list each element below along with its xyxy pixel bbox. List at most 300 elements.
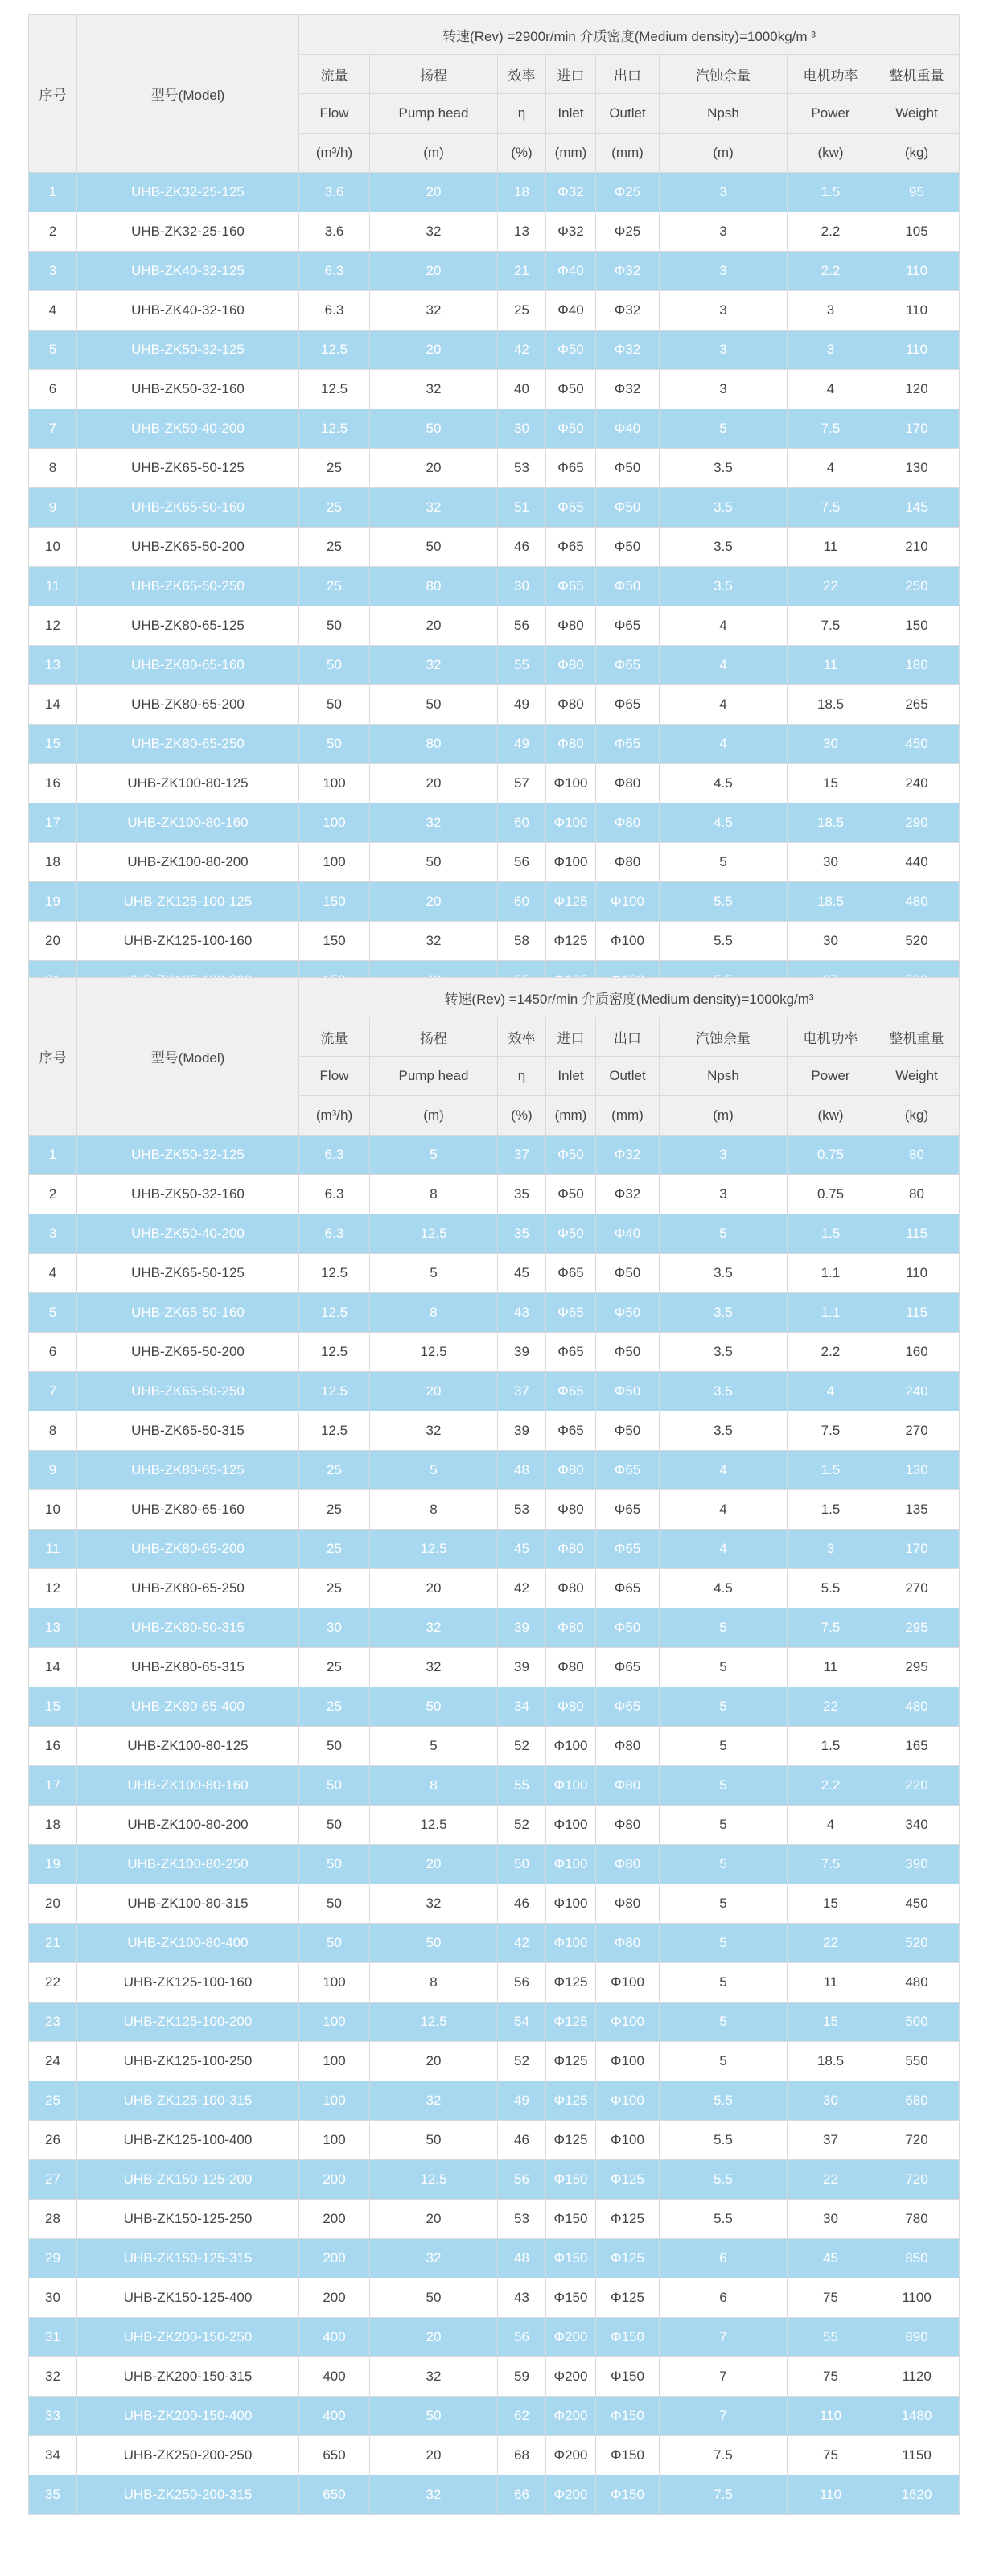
cell-weight: 210 (874, 528, 960, 567)
cell-efficiency: 40 (498, 370, 546, 409)
table-row (29, 1333, 960, 1372)
cell-weight: 1480 (874, 2397, 960, 2436)
cell-model: UHB-ZK80-65-315 (77, 1648, 299, 1687)
cell-npsh: 3.5 (660, 1411, 788, 1451)
cell-weight: 110 (874, 291, 960, 331)
cell-no: 3 (29, 1214, 77, 1254)
cell-outlet: Φ80 (596, 843, 660, 882)
cell-power: 0.75 (788, 1175, 874, 1214)
cell-no: 19 (29, 1845, 77, 1884)
cell-no: 23 (29, 2003, 77, 2042)
cell-model: UHB-ZK50-32-160 (77, 370, 299, 409)
cell-inlet: Φ150 (546, 2200, 596, 2239)
header-model: 型号(Model) (77, 15, 299, 173)
cell-inlet: Φ150 (546, 2160, 596, 2200)
header-cell-unit: (kg) (874, 1096, 960, 1136)
table-row (29, 1648, 960, 1687)
cell-head: 32 (370, 2357, 498, 2397)
cell-outlet: Φ150 (596, 2357, 660, 2397)
cell-npsh: 3.5 (660, 488, 788, 528)
cell-inlet: Φ200 (546, 2318, 596, 2357)
cell-model: UHB-ZK65-50-200 (77, 1333, 299, 1372)
cell-efficiency: 56 (498, 2160, 546, 2200)
cell-power: 1.1 (788, 1254, 874, 1293)
cell-flow: 100 (299, 2121, 370, 2160)
cell-model: UHB-ZK80-65-160 (77, 1490, 299, 1530)
cell-no: 17 (29, 803, 77, 843)
cell-outlet: Φ25 (596, 212, 660, 252)
cell-no: 15 (29, 1687, 77, 1727)
cell-power: 4 (788, 1806, 874, 1845)
header-cell-en: Inlet (546, 94, 596, 134)
cell-no: 10 (29, 1490, 77, 1530)
cell-flow: 100 (299, 843, 370, 882)
cell-npsh: 5 (660, 843, 788, 882)
cell-head: 12.5 (370, 1530, 498, 1569)
cell-weight: 480 (874, 882, 960, 922)
cell-weight: 890 (874, 2318, 960, 2357)
cell-power: 2.2 (788, 1333, 874, 1372)
table-row (29, 1727, 960, 1766)
header-cell-en: Weight (874, 1057, 960, 1096)
cell-inlet: Φ32 (546, 212, 596, 252)
cell-outlet: Φ32 (596, 252, 660, 291)
cell-flow: 25 (299, 449, 370, 488)
table-row (29, 1175, 960, 1214)
cell-efficiency: 39 (498, 1608, 546, 1648)
cell-flow: 12.5 (299, 1293, 370, 1333)
table-row (29, 252, 960, 291)
cell-power: 7.5 (788, 409, 874, 449)
cell-head: 32 (370, 2475, 498, 2515)
header-cell-cn: 电机功率 (788, 55, 874, 94)
cell-head: 20 (370, 2200, 498, 2239)
cell-head: 32 (370, 488, 498, 528)
cell-inlet: Φ80 (546, 725, 596, 764)
cell-no: 18 (29, 843, 77, 882)
cell-power: 11 (788, 1963, 874, 2003)
cell-npsh: 4 (660, 606, 788, 646)
cell-flow: 3.6 (299, 173, 370, 212)
pump-spec-table-1450rpm (28, 977, 959, 2515)
header-cell-cn: 流量 (299, 1017, 370, 1057)
cell-flow: 25 (299, 1490, 370, 1530)
cell-outlet: Φ100 (596, 2121, 660, 2160)
cell-power: 15 (788, 2003, 874, 2042)
cell-outlet: Φ50 (596, 1372, 660, 1411)
header-cell-en: Pump head (370, 1057, 498, 1096)
cell-power: 7.5 (788, 1608, 874, 1648)
table-row (29, 1806, 960, 1845)
cell-inlet: Φ40 (546, 252, 596, 291)
header-cell-cn: 电机功率 (788, 1017, 874, 1057)
pump-spec-table-2900rpm (28, 14, 959, 1000)
cell-head: 20 (370, 2042, 498, 2081)
cell-model: UHB-ZK80-65-125 (77, 606, 299, 646)
cell-no: 13 (29, 1608, 77, 1648)
table-body (29, 1136, 960, 2515)
cell-inlet: Φ50 (546, 409, 596, 449)
cell-head: 50 (370, 2278, 498, 2318)
cell-no: 8 (29, 1411, 77, 1451)
cell-flow: 25 (299, 528, 370, 567)
cell-power: 1.5 (788, 1727, 874, 1766)
cell-power: 55 (788, 2318, 874, 2357)
cell-inlet: Φ125 (546, 882, 596, 922)
cell-npsh: 3 (660, 1175, 788, 1214)
cell-power: 2.2 (788, 1766, 874, 1806)
cell-model: UHB-ZK150-125-400 (77, 2278, 299, 2318)
cell-head: 12.5 (370, 1214, 498, 1254)
cell-weight: 170 (874, 1530, 960, 1569)
cell-weight: 110 (874, 1254, 960, 1293)
cell-efficiency: 60 (498, 803, 546, 843)
cell-npsh: 5 (660, 1727, 788, 1766)
header-cell-cn: 进口 (546, 55, 596, 94)
cell-outlet: Φ32 (596, 291, 660, 331)
cell-efficiency: 30 (498, 567, 546, 606)
cell-inlet: Φ200 (546, 2357, 596, 2397)
cell-flow: 25 (299, 1569, 370, 1608)
table-row (29, 212, 960, 252)
cell-efficiency: 42 (498, 331, 546, 370)
cell-model: UHB-ZK100-80-315 (77, 1884, 299, 1924)
cell-inlet: Φ80 (546, 606, 596, 646)
cell-inlet: Φ65 (546, 449, 596, 488)
cell-model: UHB-ZK65-50-250 (77, 1372, 299, 1411)
cell-model: UHB-ZK65-50-160 (77, 1293, 299, 1333)
cell-efficiency: 49 (498, 725, 546, 764)
cell-weight: 110 (874, 252, 960, 291)
cell-model: UHB-ZK50-40-200 (77, 409, 299, 449)
header-cell-cn: 效率 (498, 1017, 546, 1057)
header-cell-unit: (%) (498, 134, 546, 173)
cell-efficiency: 56 (498, 843, 546, 882)
cell-power: 5.5 (788, 1569, 874, 1608)
cell-inlet: Φ80 (546, 1451, 596, 1490)
cell-flow: 100 (299, 2042, 370, 2081)
cell-npsh: 5.5 (660, 882, 788, 922)
cell-power: 75 (788, 2357, 874, 2397)
table-row (29, 1411, 960, 1451)
cell-outlet: Φ150 (596, 2318, 660, 2357)
cell-outlet: Φ65 (596, 1648, 660, 1687)
cell-efficiency: 53 (498, 2200, 546, 2239)
cell-npsh: 3 (660, 291, 788, 331)
table-row (29, 2278, 960, 2318)
cell-model: UHB-ZK150-125-250 (77, 2200, 299, 2239)
cell-flow: 6.3 (299, 291, 370, 331)
cell-weight: 115 (874, 1293, 960, 1333)
cell-no: 27 (29, 2160, 77, 2200)
table-row (29, 646, 960, 685)
table-row (29, 725, 960, 764)
cell-model: UHB-ZK80-65-400 (77, 1687, 299, 1727)
table-row (29, 1490, 960, 1530)
header-cell-unit: (m) (660, 1096, 788, 1136)
cell-power: 37 (788, 2121, 874, 2160)
table-row (29, 882, 960, 922)
cell-model: UHB-ZK100-80-125 (77, 764, 299, 803)
cell-power: 7.5 (788, 1411, 874, 1451)
cell-efficiency: 21 (498, 252, 546, 291)
cell-power: 1.5 (788, 1214, 874, 1254)
cell-flow: 25 (299, 567, 370, 606)
cell-outlet: Φ50 (596, 528, 660, 567)
cell-inlet: Φ200 (546, 2397, 596, 2436)
cell-efficiency: 52 (498, 1727, 546, 1766)
cell-outlet: Φ80 (596, 764, 660, 803)
table-row (29, 1451, 960, 1490)
table-row (29, 2160, 960, 2200)
cell-head: 8 (370, 1490, 498, 1530)
cell-flow: 200 (299, 2200, 370, 2239)
cell-inlet: Φ80 (546, 1490, 596, 1530)
cell-head: 5 (370, 1727, 498, 1766)
cell-npsh: 3 (660, 331, 788, 370)
header-cell-en: Power (788, 1057, 874, 1096)
cell-flow: 50 (299, 1806, 370, 1845)
cell-npsh: 3.5 (660, 1254, 788, 1293)
cell-head: 50 (370, 1687, 498, 1727)
header-cell-cn: 汽蚀余量 (660, 1017, 788, 1057)
header-cell-en: Outlet (596, 94, 660, 134)
cell-npsh: 5 (660, 2042, 788, 2081)
cell-npsh: 4.5 (660, 1569, 788, 1608)
cell-weight: 265 (874, 685, 960, 725)
cell-model: UHB-ZK125-100-400 (77, 2121, 299, 2160)
cell-power: 22 (788, 1687, 874, 1727)
cell-outlet: Φ80 (596, 1727, 660, 1766)
cell-outlet: Φ32 (596, 1136, 660, 1175)
cell-power: 22 (788, 2160, 874, 2200)
cell-no: 8 (29, 449, 77, 488)
cell-model: UHB-ZK125-100-160 (77, 922, 299, 961)
cell-no: 13 (29, 646, 77, 685)
cell-power: 1.5 (788, 173, 874, 212)
cell-weight: 520 (874, 922, 960, 961)
cell-no: 9 (29, 1451, 77, 1490)
cell-model: UHB-ZK100-80-160 (77, 803, 299, 843)
cell-model: UHB-ZK100-80-200 (77, 1806, 299, 1845)
cell-weight: 220 (874, 1766, 960, 1806)
cell-npsh: 4 (660, 1530, 788, 1569)
cell-inlet: Φ50 (546, 370, 596, 409)
cell-flow: 650 (299, 2475, 370, 2515)
cell-outlet: Φ100 (596, 2042, 660, 2081)
cell-npsh: 5.5 (660, 2200, 788, 2239)
cell-outlet: Φ100 (596, 882, 660, 922)
cell-no: 1 (29, 173, 77, 212)
cell-npsh: 7 (660, 2397, 788, 2436)
cell-npsh: 5 (660, 1884, 788, 1924)
cell-power: 1.1 (788, 1293, 874, 1333)
cell-power: 4 (788, 370, 874, 409)
cell-no: 17 (29, 1766, 77, 1806)
cell-npsh: 4 (660, 725, 788, 764)
cell-power: 18.5 (788, 685, 874, 725)
cell-inlet: Φ125 (546, 1963, 596, 2003)
cell-no: 7 (29, 409, 77, 449)
cell-no: 15 (29, 725, 77, 764)
header-cell-unit: (m) (370, 1096, 498, 1136)
cell-no: 1 (29, 1136, 77, 1175)
cell-efficiency: 52 (498, 1806, 546, 1845)
table-row (29, 2121, 960, 2160)
cell-outlet: Φ80 (596, 1845, 660, 1884)
table-row (29, 528, 960, 567)
cell-outlet: Φ80 (596, 1766, 660, 1806)
cell-outlet: Φ50 (596, 449, 660, 488)
cell-outlet: Φ150 (596, 2397, 660, 2436)
cell-weight: 270 (874, 1569, 960, 1608)
cell-power: 0.75 (788, 1136, 874, 1175)
cell-no: 10 (29, 528, 77, 567)
cell-model: UHB-ZK80-65-200 (77, 685, 299, 725)
cell-model: UHB-ZK200-150-250 (77, 2318, 299, 2357)
table-row (29, 1214, 960, 1254)
cell-head: 32 (370, 1648, 498, 1687)
cell-weight: 440 (874, 843, 960, 882)
cell-outlet: Φ65 (596, 685, 660, 725)
cell-weight: 720 (874, 2160, 960, 2200)
cell-power: 22 (788, 567, 874, 606)
cell-inlet: Φ100 (546, 1766, 596, 1806)
spec-table (28, 14, 960, 1000)
cell-weight: 295 (874, 1608, 960, 1648)
table-row (29, 1608, 960, 1648)
table-row (29, 291, 960, 331)
table-row (29, 488, 960, 528)
cell-weight: 500 (874, 2003, 960, 2042)
cell-no: 3 (29, 252, 77, 291)
cell-outlet: Φ25 (596, 173, 660, 212)
cell-inlet: Φ65 (546, 1333, 596, 1372)
cell-power: 3 (788, 291, 874, 331)
cell-head: 8 (370, 1175, 498, 1214)
cell-outlet: Φ125 (596, 2160, 660, 2200)
cell-npsh: 3.5 (660, 1372, 788, 1411)
cell-head: 8 (370, 1963, 498, 2003)
cell-flow: 100 (299, 803, 370, 843)
cell-npsh: 3.5 (660, 1293, 788, 1333)
cell-head: 32 (370, 922, 498, 961)
cell-no: 24 (29, 2042, 77, 2081)
table-row (29, 1136, 960, 1175)
table-row (29, 1963, 960, 2003)
cell-flow: 50 (299, 1924, 370, 1963)
cell-outlet: Φ40 (596, 1214, 660, 1254)
cell-flow: 50 (299, 1884, 370, 1924)
cell-outlet: Φ80 (596, 803, 660, 843)
cell-no: 6 (29, 370, 77, 409)
cell-efficiency: 53 (498, 1490, 546, 1530)
cell-inlet: Φ80 (546, 685, 596, 725)
cell-model: UHB-ZK32-25-125 (77, 173, 299, 212)
cell-no: 4 (29, 291, 77, 331)
cell-outlet: Φ125 (596, 2239, 660, 2278)
cell-flow: 50 (299, 725, 370, 764)
cell-inlet: Φ50 (546, 1136, 596, 1175)
cell-model: UHB-ZK250-200-315 (77, 2475, 299, 2515)
cell-flow: 100 (299, 2003, 370, 2042)
cell-efficiency: 50 (498, 1845, 546, 1884)
cell-efficiency: 45 (498, 1254, 546, 1293)
cell-no: 11 (29, 567, 77, 606)
cell-no: 6 (29, 1333, 77, 1372)
cell-head: 20 (370, 2318, 498, 2357)
cell-head: 32 (370, 212, 498, 252)
cell-inlet: Φ100 (546, 1845, 596, 1884)
cell-power: 110 (788, 2397, 874, 2436)
cell-weight: 850 (874, 2239, 960, 2278)
cell-power: 1.5 (788, 1490, 874, 1530)
cell-weight: 105 (874, 212, 960, 252)
cell-no: 29 (29, 2239, 77, 2278)
cell-flow: 6.3 (299, 1136, 370, 1175)
cell-no: 35 (29, 2475, 77, 2515)
cell-weight: 1100 (874, 2278, 960, 2318)
cell-no: 14 (29, 1648, 77, 1687)
cell-outlet: Φ40 (596, 409, 660, 449)
cell-npsh: 3 (660, 212, 788, 252)
cell-weight: 180 (874, 646, 960, 685)
cell-weight: 480 (874, 1687, 960, 1727)
cell-head: 12.5 (370, 2003, 498, 2042)
cell-outlet: Φ65 (596, 1687, 660, 1727)
cell-model: UHB-ZK80-65-200 (77, 1530, 299, 1569)
cell-inlet: Φ65 (546, 488, 596, 528)
cell-npsh: 6 (660, 2239, 788, 2278)
cell-flow: 25 (299, 488, 370, 528)
cell-efficiency: 57 (498, 764, 546, 803)
cell-no: 2 (29, 1175, 77, 1214)
header-cell-en: Npsh (660, 94, 788, 134)
header-model: 型号(Model) (77, 978, 299, 1136)
cell-flow: 6.3 (299, 252, 370, 291)
header-cell-unit: (kw) (788, 134, 874, 173)
cell-efficiency: 68 (498, 2436, 546, 2475)
cell-outlet: Φ65 (596, 646, 660, 685)
cell-inlet: Φ50 (546, 331, 596, 370)
table-row (29, 1569, 960, 1608)
header-no: 序号 (29, 978, 77, 1136)
cell-model: UHB-ZK65-50-200 (77, 528, 299, 567)
cell-weight: 250 (874, 567, 960, 606)
table-row (29, 685, 960, 725)
table-row (29, 2003, 960, 2042)
table-row (29, 449, 960, 488)
cell-outlet: Φ100 (596, 2003, 660, 2042)
cell-no: 2 (29, 212, 77, 252)
cell-weight: 120 (874, 370, 960, 409)
cell-model: UHB-ZK50-40-200 (77, 1214, 299, 1254)
cell-no: 20 (29, 922, 77, 961)
cell-npsh: 6 (660, 2278, 788, 2318)
header-cell-unit: (mm) (546, 134, 596, 173)
cell-weight: 165 (874, 1727, 960, 1766)
cell-outlet: Φ32 (596, 1175, 660, 1214)
cell-efficiency: 39 (498, 1411, 546, 1451)
cell-inlet: Φ65 (546, 1293, 596, 1333)
table-row (29, 2081, 960, 2121)
table-row (29, 567, 960, 606)
cell-power: 30 (788, 2200, 874, 2239)
cell-npsh: 5 (660, 1806, 788, 1845)
cell-power: 4 (788, 449, 874, 488)
cell-weight: 145 (874, 488, 960, 528)
cell-npsh: 3.5 (660, 449, 788, 488)
